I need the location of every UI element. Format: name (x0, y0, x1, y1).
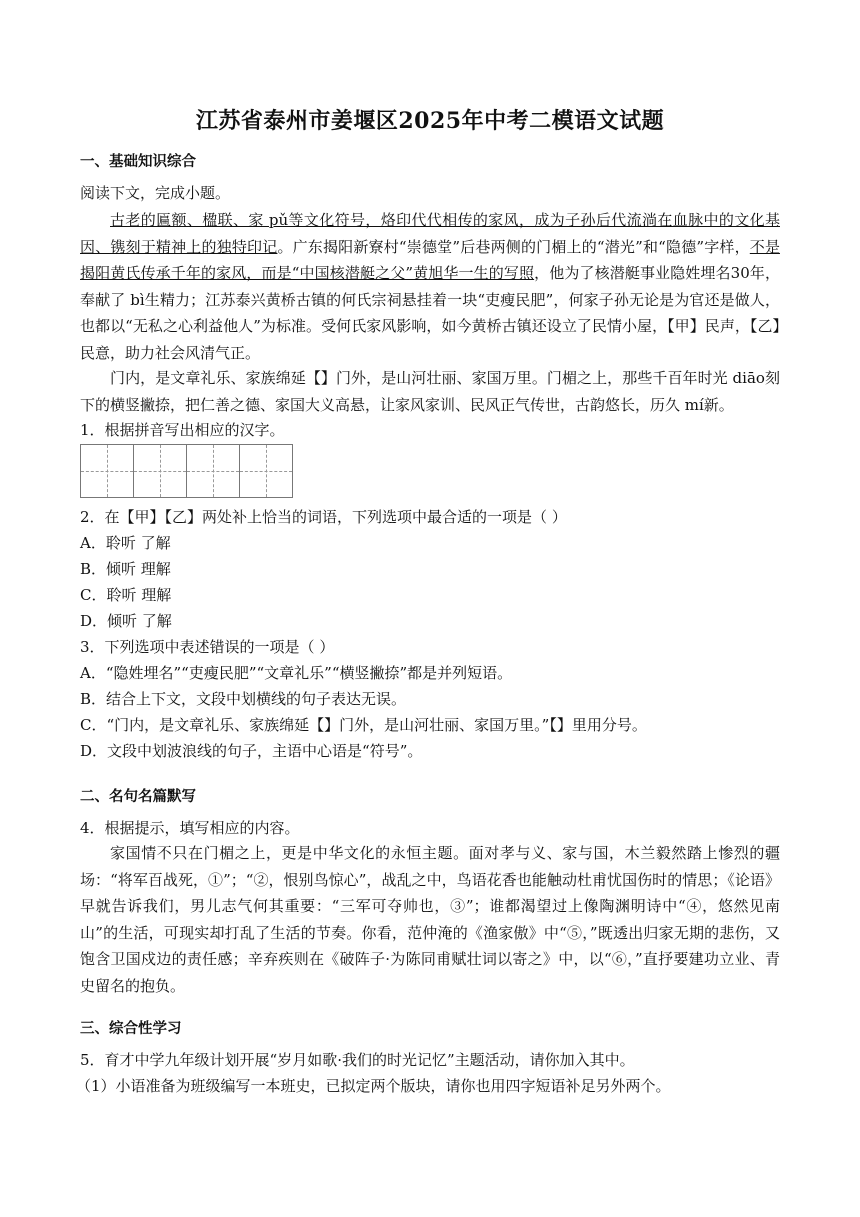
section-heading-2: 二、名句名篇默写 (80, 789, 196, 805)
question-4-stem: 4．根据提示，填写相应的内容。 (80, 819, 300, 837)
question-2-stem: 2．在【甲】【乙】两处补上恰当的词语，下列选项中最合适的一项是（ ） (80, 508, 567, 526)
question-3-option-c: C．“门内，是文章礼乐、家族绵延【】门外，是山河壮丽、家国万里。”【】里用分号。 (80, 716, 647, 734)
section-heading-3: 三、综合性学习 (80, 1021, 182, 1037)
section-heading-1: 一、基础知识综合 (80, 154, 196, 170)
question-3-option-a: A．“隐姓埋名”“吏瘦民肥”“文章礼乐”“横竖撇捺”都是并列短语。 (80, 664, 513, 682)
question-3-stem: 3．下列选项中表述错误的一项是（ ） (80, 638, 335, 656)
passage-text-a: 。广东揭阳新寮村“崇德堂”后巷两侧的门楣上的“潜光”和“隐德”字样， (277, 237, 750, 256)
question-2-option-a: A．聆听 了解 (80, 534, 171, 552)
underlined-sentence-2: 不是揭阳黄氏传承千年的家风，而是“中国核潜艇之父”黄旭华一生的写照 (80, 237, 780, 282)
question-2-option-d: D．倾听 了解 (80, 612, 172, 630)
reading-instruction: 阅读下文，完成小题。 (80, 184, 231, 202)
question-2-option-c: C．聆听 理解 (80, 586, 172, 604)
passage-text-b: ，他为了核潜艇事业隐姓埋名30年，奉献了 bì生精力；江苏泰兴黄桥古镇的何氏宗祠悬挂着一块“吏瘦民肥”，何家子孙无论是为官还是做人，也都以“无私之心利益他人”为标准。受何氏家风影响，如今黄桥古镇还设立了民情小屋，【甲】民声，【乙】民意，助力社会风清气正。 (80, 264, 780, 362)
passage-paragraph-2: 门内，是文章礼乐、家族绵延【】门外，是山河壮丽、家国万里。门楣之上，那些千百年时光 diāo刻下的横竖撇捺，把仁善之德、家国大义高悬，让家风家训、民风正气传世，古韵悠长，历久 mí新。 (80, 369, 780, 414)
answer-cell-3[interactable] (187, 445, 240, 497)
question-3-option-d: D．文段中划波浪线的句子，主语中心语是“符号”。 (80, 742, 423, 760)
question-4-passage: 家国情不只在门楣之上，更是中华文化的永恒主题。面对孝与义、家与国，木兰毅然踏上惨烈的疆场：“将军百战死，①”；“②，恨别鸟惊心”，战乱之中，鸟语花香也能触动杜甫忧国伤时的情思；《论语》早就告诉我们，男儿志气何其重要：“三军可夺帅也，③”；谁都渴望过上像陶渊明诗中“④，悠然见南山”的生活，可现实却打乱了生活的节奏。你看，范仲淹的《渔家傲》中“⑤，”既透出归家无期的悲伤，又饱含卫国戍边的责任感；辛弃疾则在《破阵子·为陈同甫赋壮词以寄之》中，以“⑥，”直抒要建功立业、青史留名的抱负。 (80, 844, 780, 995)
question-1: 1．根据拼音写出相应的汉字。 (80, 421, 285, 439)
passage-paragraph-1 (80, 207, 780, 366)
answer-cell-4[interactable] (240, 445, 292, 497)
answer-cell-2[interactable] (134, 445, 187, 497)
question-5-sub-1: （1）小语准备为班级编写一本班史，已拟定两个版块，请你也用四字短语补足另外两个。 (76, 1077, 671, 1095)
question-2-option-b: B．倾听 理解 (80, 560, 171, 578)
underlined-sentence-1: 古老的匾额、楹联、家 pǔ等文化符号，烙印代代相传的家风，成为子孙后代流淌在血脉中的文化基因、镌刻于精神上的独特印记 (80, 211, 780, 256)
answer-grid[interactable] (80, 444, 293, 498)
page-title: 江苏省泰州市姜堰区2025年中考二模语文试题 (195, 108, 665, 134)
question-3-option-b: B．结合上下文，文段中划横线的句子表达无误。 (80, 690, 407, 708)
answer-cell-1[interactable] (81, 445, 134, 497)
question-5-stem: 5．育才中学九年级计划开展“岁月如歌·我们的时光记忆”主题活动，请你加入其中。 (80, 1051, 635, 1069)
